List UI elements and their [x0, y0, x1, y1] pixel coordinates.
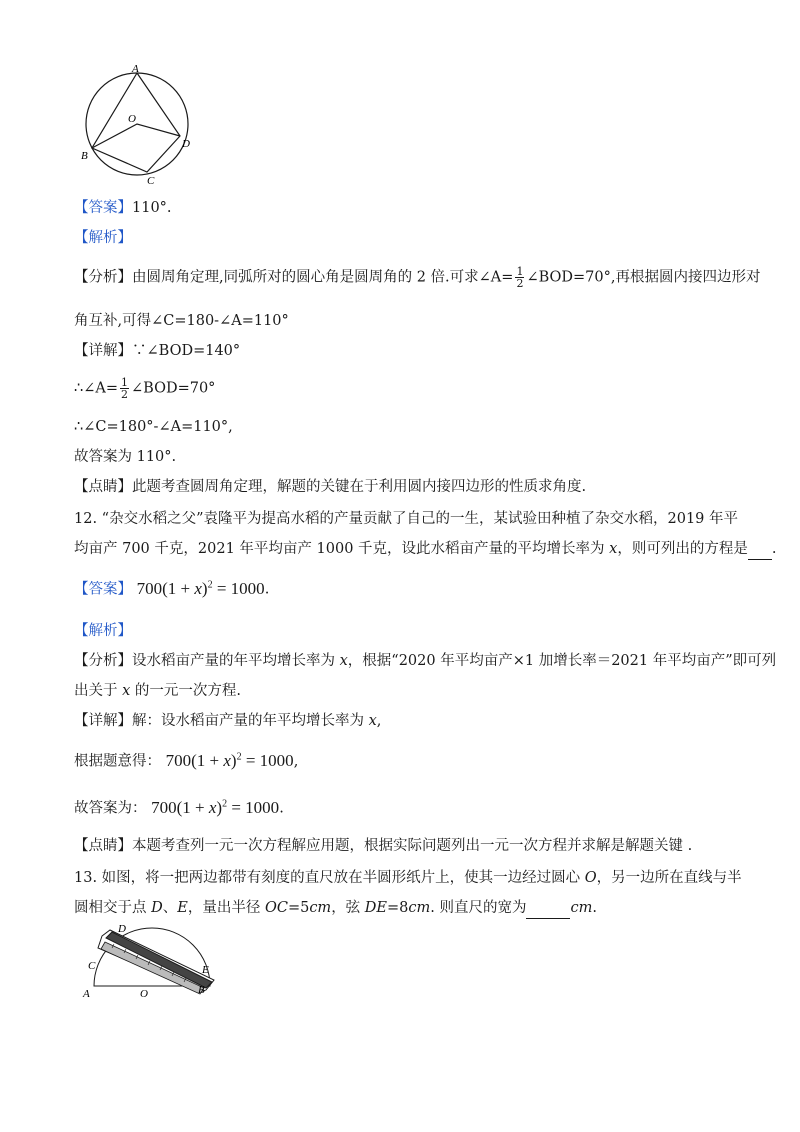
question-12-line2: 均亩产 700 千克，2021 年平均亩产 1000 千克，设此水稻亩产量的平均增长率为 x，则可列出的方程是 .: [74, 539, 776, 560]
detail-line-12c: 故答案为： $700(1 + x)^2 = 1000$.: [74, 797, 284, 817]
question-12-line1: 12. “杂交水稻之父”袁隆平为提高水稻的产量贡献了自己的一生，某试验田种植了杂交水稻，2019 年平: [74, 511, 739, 527]
equation: $700(1 + x)^2 = 1000$: [151, 797, 280, 817]
answer-blank: [526, 898, 570, 919]
detail-line-11c: ∴∠C=180°-∠A=110°,: [74, 419, 233, 435]
label-O: O: [128, 113, 136, 125]
label-B: B: [198, 984, 205, 996]
detail-line-11b: ∴∠A= $\frac{1}{2}$ ∠BOD=70°: [74, 376, 216, 401]
label-C: C: [147, 175, 155, 186]
label-B: B: [81, 150, 88, 162]
analysis-heading-12: 【解析】: [74, 623, 132, 639]
label-C: C: [88, 960, 96, 972]
label-A: A: [83, 988, 90, 1000]
analysis-line-11a: 【分析】由圆周角定理,同弧所对的圆心角是圆周角的 2 倍.可求∠A= $\frac{1}{2}$ ∠BOD=70°,再根据圆内接四边形对: [74, 265, 761, 290]
question-13-line1: 13. 如图，将一把两边都带有刻度的直尺放在半圆形纸片上，使其一边经过圆心 O，另一边所在直线与半: [74, 870, 742, 886]
fraction-half: $\frac{1}{2}$: [121, 376, 128, 401]
answer-line-12: 【答案】 $700(1 + x)^2 = 1000$.: [74, 578, 270, 598]
analysis-line-11b: 角互补,可得∠C=180-∠A=110°: [74, 313, 289, 329]
label-E: E: [202, 964, 209, 976]
detail-line-12a: 【详解】解：设水稻亩产量的年平均增长率为 x,: [74, 713, 382, 729]
label-A: A: [132, 63, 139, 75]
detail-line-11a: 【详解】∵∠BOD=140°: [74, 343, 241, 359]
detail-line-12b: 根据题意得： $700(1 + x)^2 = 1000$,: [74, 750, 299, 770]
answer-line-11: 【答案】110°.: [74, 200, 172, 216]
label-D: D: [182, 138, 190, 150]
analysis-heading-11: 【解析】: [74, 230, 132, 246]
comment-line-11: 【点睛】此题考查圆周角定理，解题的关键在于利用圆内接四边形的性质求角度.: [74, 479, 587, 495]
circle-quadrilateral-figure: [78, 62, 208, 186]
comment-line-12: 【点睛】本题考查列一元一次方程解应用题，根据实际问题列出一元一次方程并求解是解题关键 .: [74, 838, 693, 854]
question-13-line2: 圆相交于点 D、E，量出半径 OC=5cm，弦 DE=8cm. 则直尺的宽为 cm.: [74, 898, 597, 919]
fraction-half: $\frac{1}{2}$: [516, 265, 524, 290]
equation: $700(1 + x)^2 = 1000$: [136, 578, 265, 598]
label-O: O: [140, 988, 148, 1000]
equation: $700(1 + x)^2 = 1000$: [165, 750, 294, 770]
detail-line-11d: 故答案为 110°.: [74, 449, 177, 465]
analysis-line-12a: 【分析】设水稻亩产量的年平均增长率为 x，根据“2020 年平均亩产×1 加增长率＝2021 年平均亩产”即可列: [74, 653, 777, 669]
label-D: D: [118, 923, 126, 935]
analysis-line-12b: 出关于 x 的一元一次方程.: [74, 683, 242, 699]
ruler: [98, 930, 214, 994]
answer-blank: [748, 539, 772, 560]
semicircle-ruler-figure: [82, 922, 222, 1002]
